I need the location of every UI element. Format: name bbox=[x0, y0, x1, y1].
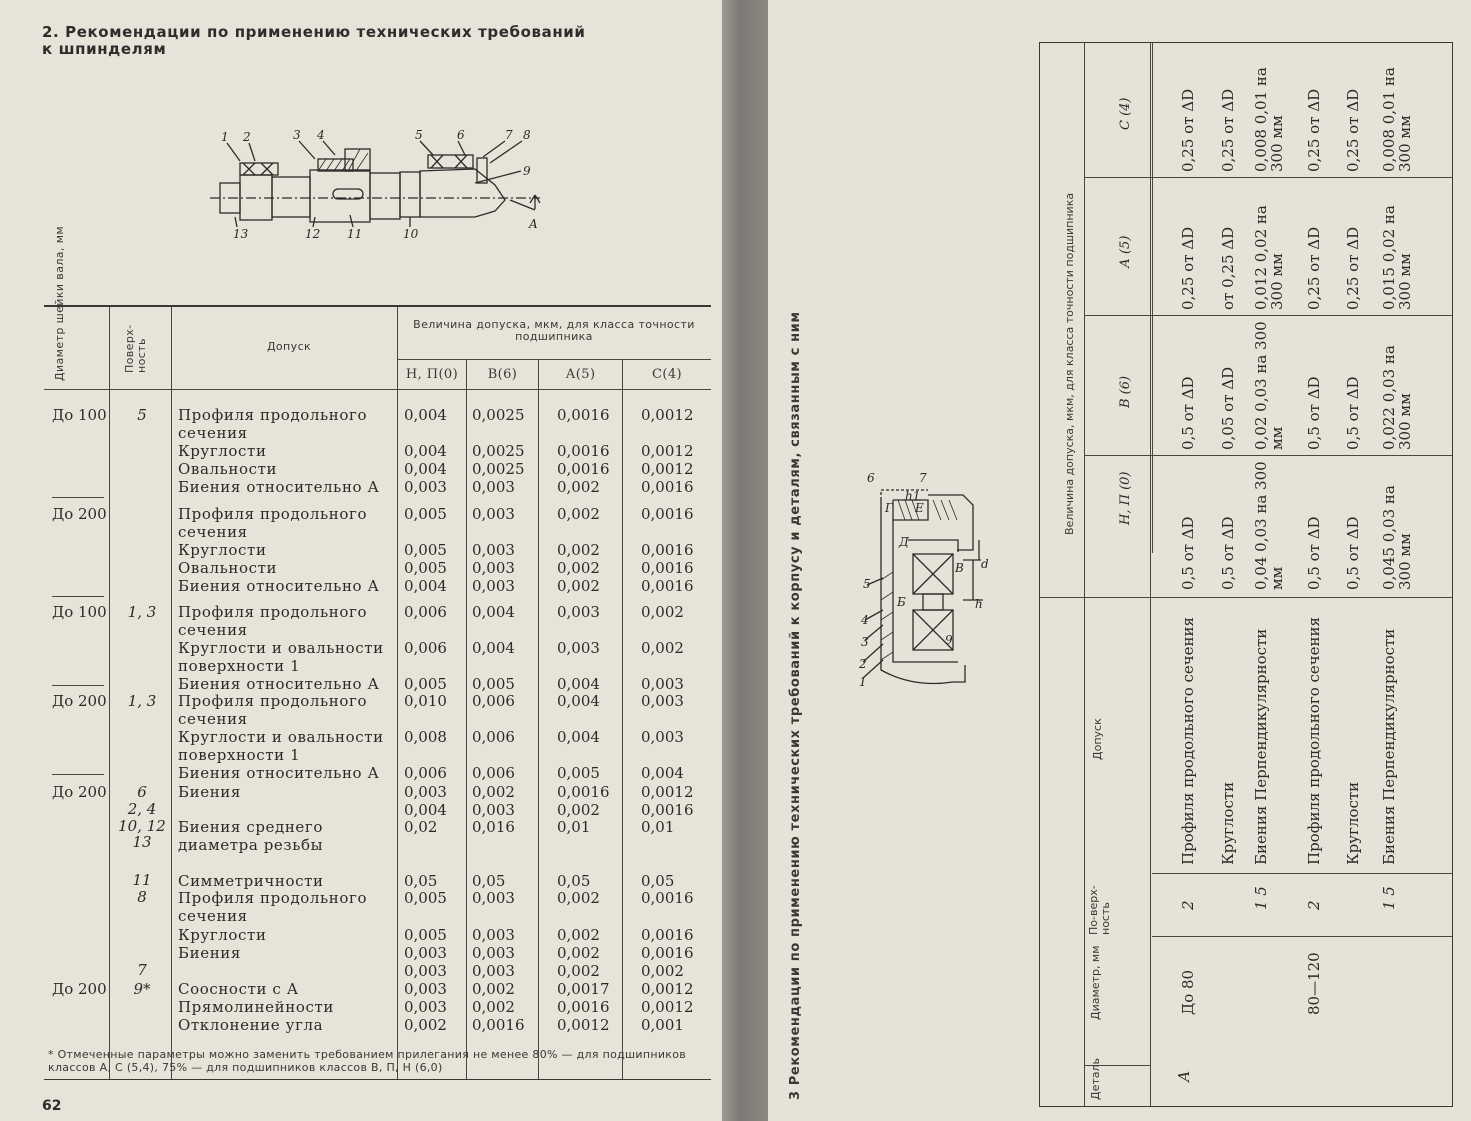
value-cell: 0,5 от ΔD bbox=[1344, 516, 1362, 590]
diameter-cell: До 200 bbox=[52, 980, 107, 998]
callout-13: 13 bbox=[233, 227, 249, 241]
surface-cell: 8 bbox=[137, 888, 147, 906]
value-cell: 0,25 от ΔD bbox=[1179, 226, 1197, 310]
value-cell: 0,005 bbox=[404, 541, 447, 559]
value-cell: 0,003 bbox=[404, 783, 447, 801]
value-cell: 0,5 от ΔD bbox=[1305, 376, 1323, 450]
value-cell: 0,05 bbox=[641, 872, 675, 890]
header-tolerance: Допуск bbox=[1091, 718, 1104, 760]
value-cell: 0,006 bbox=[472, 764, 515, 782]
value-cell: 0,0016 bbox=[557, 406, 610, 424]
tolerance-cell: Круглости bbox=[1219, 781, 1237, 865]
value-cell: 0,0016 bbox=[641, 801, 694, 819]
header-tolerance: Допуск bbox=[266, 340, 312, 353]
value-cell: 0,003 bbox=[404, 962, 447, 980]
value-cell: 0,005 bbox=[557, 764, 600, 782]
value-cell: 0,0012 bbox=[641, 998, 694, 1016]
surface-cell: 2 bbox=[1305, 900, 1323, 910]
callout-12: 12 bbox=[305, 227, 321, 241]
surface-cell: 1 5 bbox=[1252, 886, 1270, 910]
diameter-cell: 80—120 bbox=[1305, 952, 1323, 1015]
value-cell: 0,005 bbox=[404, 675, 447, 693]
header-surface: По-верх-ность bbox=[1087, 885, 1112, 935]
housing-label-d: Д bbox=[899, 535, 909, 549]
value-cell: 0,045 0,03 на 300 мм bbox=[1380, 485, 1414, 590]
value-cell: 0,004 bbox=[404, 460, 447, 478]
value-cell: 0,0025 bbox=[472, 460, 525, 478]
callout-6: 6 bbox=[457, 128, 465, 142]
surface-cell: 9* bbox=[133, 980, 151, 998]
housing-label-h1: h1 bbox=[905, 489, 921, 503]
value-cell: 0,0016 bbox=[472, 1016, 525, 1034]
tolerance-cell: Круглости и овальности поверхности 1 bbox=[178, 728, 384, 764]
value-cell: 0,003 bbox=[641, 692, 684, 710]
value-cell: 0,05 от ΔD bbox=[1219, 366, 1237, 450]
value-cell: 0,002 bbox=[557, 944, 600, 962]
datum-label: A bbox=[529, 217, 538, 231]
tolerance-cell: Круглости и овальности поверхности 1 bbox=[178, 639, 384, 675]
value-cell: от 0,25 ΔD bbox=[1219, 226, 1237, 310]
value-cell: 0,003 bbox=[472, 505, 515, 523]
value-cell: 0,010 bbox=[404, 692, 447, 710]
header-part: Деталь bbox=[1089, 1057, 1102, 1100]
value-cell: 0,002 bbox=[557, 505, 600, 523]
heading-line-2: к шпинделям bbox=[42, 40, 167, 58]
section-heading bbox=[42, 24, 662, 58]
value-cell: 0,02 0,03 на 300 мм bbox=[1252, 321, 1286, 450]
tolerance-cell: Профиля продольного сечения bbox=[1305, 616, 1323, 865]
header-value-group: Величина допуска, мкм, для класса точности подшипника bbox=[1063, 192, 1076, 535]
value-cell: 0,006 bbox=[404, 639, 447, 657]
diameter-cell: До 100 bbox=[52, 406, 107, 424]
tolerance-cell: Симметричности bbox=[178, 872, 324, 890]
value-cell: 0,003 bbox=[472, 577, 515, 595]
value-cell: 0,0012 bbox=[641, 460, 694, 478]
tolerance-cell: Профиля продольного сечения bbox=[178, 603, 368, 639]
callout-10: 10 bbox=[403, 227, 419, 241]
value-cell: 0,5 от ΔD bbox=[1219, 516, 1237, 590]
value-cell: 0,0012 bbox=[641, 980, 694, 998]
surface-cell: 5 bbox=[137, 406, 147, 424]
value-cell: 0,004 bbox=[472, 639, 515, 657]
value-cell: 0,002 bbox=[472, 783, 515, 801]
diameter-cell: До 80 bbox=[1179, 969, 1197, 1015]
header-class-a: А (5) bbox=[1118, 235, 1133, 268]
header-surface: Поверх-ность bbox=[123, 324, 148, 373]
value-cell: 0,003 bbox=[641, 728, 684, 746]
value-cell: 0,002 bbox=[557, 926, 600, 944]
value-cell: 0,004 bbox=[641, 764, 684, 782]
value-cell: 0,002 bbox=[557, 801, 600, 819]
callout-2: 2 bbox=[243, 130, 251, 144]
value-cell: 0,003 bbox=[472, 801, 515, 819]
header-class-np: Н, П(0) bbox=[405, 367, 459, 382]
value-cell: 0,25 от ΔD bbox=[1179, 88, 1197, 172]
value-cell: 0,008 0,01 на 300 мм bbox=[1380, 67, 1414, 172]
value-cell: 0,25 от ΔD bbox=[1344, 88, 1362, 172]
header-class-b: В(6) bbox=[487, 367, 518, 382]
value-cell: 0,0025 bbox=[472, 406, 525, 424]
value-cell: 0,003 bbox=[472, 478, 515, 496]
value-cell: 0,0012 bbox=[641, 406, 694, 424]
housing-callout-3: 3 bbox=[861, 635, 869, 649]
tolerance-cell: Прямолинейности bbox=[178, 998, 334, 1016]
tolerance-cell: Овальности bbox=[178, 559, 278, 577]
tolerance-cell: Профиля продольного сечения bbox=[178, 406, 368, 442]
value-cell: 0,002 bbox=[557, 577, 600, 595]
value-cell: 0,002 bbox=[641, 603, 684, 621]
value-cell: 0,005 bbox=[404, 889, 447, 907]
value-cell: 0,012 0,02 на 300 мм bbox=[1252, 205, 1286, 310]
value-cell: 0,004 bbox=[557, 692, 600, 710]
value-cell: 0,0012 bbox=[557, 1016, 610, 1034]
tolerance-cell: Биения относительно А bbox=[178, 577, 380, 595]
value-cell: 0,004 bbox=[472, 603, 515, 621]
value-cell: 0,003 bbox=[641, 675, 684, 693]
housing-callout-1: 1 bbox=[859, 675, 867, 689]
value-cell: 0,006 bbox=[472, 692, 515, 710]
value-cell: 0,003 bbox=[472, 889, 515, 907]
tolerance-cell: Профиля продольного сечения bbox=[178, 889, 368, 925]
tolerance-cell: Круглости bbox=[178, 541, 267, 559]
header-diameter: Диаметр, мм bbox=[1089, 945, 1102, 1020]
housing-callout-6: 6 bbox=[867, 471, 875, 485]
surface-cell: 2 bbox=[1179, 900, 1197, 910]
value-cell: 0,002 bbox=[472, 998, 515, 1016]
value-cell: 0,004 bbox=[404, 442, 447, 460]
tolerance-cell: Биения Перпендикулярности bbox=[1380, 628, 1398, 865]
housing-callout-7: 7 bbox=[919, 471, 927, 485]
group-divider bbox=[52, 685, 104, 686]
value-cell: 0,002 bbox=[404, 1016, 447, 1034]
tolerance-cell: Биения bbox=[178, 783, 241, 801]
value-cell: 0,006 bbox=[404, 764, 447, 782]
surface-cell: 1, 3 bbox=[127, 692, 157, 710]
value-cell: 0,022 0,03 на 300 мм bbox=[1380, 345, 1414, 450]
value-cell: 0,003 bbox=[557, 603, 600, 621]
value-cell: 0,016 bbox=[472, 818, 515, 836]
value-cell: 0,0025 bbox=[472, 442, 525, 460]
callout-5: 5 bbox=[415, 128, 423, 142]
value-cell: 0,003 bbox=[472, 962, 515, 980]
heading-line-1: 2. Рекомендации по применению технических требований bbox=[42, 23, 586, 41]
value-cell: 0,05 bbox=[472, 872, 506, 890]
group-divider bbox=[52, 774, 104, 775]
value-cell: 0,01 bbox=[557, 818, 591, 836]
value-cell: 0,008 bbox=[404, 728, 447, 746]
part-cell: А bbox=[1175, 1070, 1193, 1082]
value-cell: 0,006 bbox=[404, 603, 447, 621]
housing-label-v: В bbox=[955, 561, 964, 575]
value-cell: 0,003 bbox=[472, 559, 515, 577]
value-cell: 0,005 bbox=[404, 505, 447, 523]
left-page bbox=[0, 0, 722, 1121]
callout-4: 4 bbox=[317, 128, 325, 142]
callout-1: 1 bbox=[221, 130, 229, 144]
surface-cell: 1 5 bbox=[1380, 886, 1398, 910]
value-cell: 0,002 bbox=[641, 639, 684, 657]
value-cell: 0,005 bbox=[404, 559, 447, 577]
header-diameter: Диаметр шейки вала, мм bbox=[53, 225, 66, 381]
footnote: * Отмеченные параметры можно заменить требованием прилегания не менее 80% — для подшипников классов А, С (5,4), 75% — для подшипников классов В, П, Н (6,0) bbox=[48, 1048, 687, 1074]
value-cell: 0,0016 bbox=[557, 998, 610, 1016]
value-cell: 0,006 bbox=[472, 728, 515, 746]
value-cell: 0,005 bbox=[404, 926, 447, 944]
value-cell: 0,0012 bbox=[641, 442, 694, 460]
value-cell: 0,5 от ΔD bbox=[1344, 376, 1362, 450]
surface-cell: 7 bbox=[137, 961, 147, 979]
tolerance-cell: Биения среднего диаметра резьбы bbox=[178, 818, 324, 854]
tolerance-cell: Биения bbox=[178, 944, 241, 962]
value-cell: 0,0016 bbox=[557, 783, 610, 801]
value-cell: 0,002 bbox=[557, 889, 600, 907]
value-cell: 0,001 bbox=[641, 1016, 684, 1034]
tolerance-cell: Круглости bbox=[1344, 781, 1362, 865]
value-cell: 0,004 bbox=[404, 577, 447, 595]
value-cell: 0,25 от ΔD bbox=[1305, 88, 1323, 172]
value-cell: 0,0016 bbox=[641, 577, 694, 595]
tolerance-cell: Соосности с А bbox=[178, 980, 299, 998]
header-class-a: А(5) bbox=[565, 367, 596, 382]
value-cell: 0,0012 bbox=[641, 783, 694, 801]
tolerance-cell: Овальности bbox=[178, 460, 278, 478]
value-cell: 0,003 bbox=[472, 926, 515, 944]
value-cell: 0,002 bbox=[472, 980, 515, 998]
diameter-cell: До 100 bbox=[52, 603, 107, 621]
value-cell: 0,002 bbox=[641, 962, 684, 980]
header-class-np: Н, П (0) bbox=[1118, 471, 1133, 525]
value-cell: 0,003 bbox=[472, 541, 515, 559]
value-cell: 0,003 bbox=[557, 639, 600, 657]
callout-11: 11 bbox=[347, 227, 363, 241]
tolerance-cell: Биения относительно А bbox=[178, 764, 380, 782]
value-cell: 0,5 от ΔD bbox=[1179, 516, 1197, 590]
header-class-b: В (6) bbox=[1118, 375, 1133, 408]
tolerance-cell: Круглости bbox=[178, 442, 267, 460]
housing-label-e: Е bbox=[915, 501, 924, 515]
value-cell: 0,5 от ΔD bbox=[1179, 376, 1197, 450]
housing-callout-4: 4 bbox=[861, 613, 869, 627]
housing-callout-2: 2 bbox=[859, 657, 867, 671]
group-divider bbox=[52, 497, 104, 498]
value-cell: 0,0016 bbox=[641, 944, 694, 962]
diameter-cell: До 200 bbox=[52, 692, 107, 710]
tolerance-cell: Профиля продольного сечения bbox=[1179, 616, 1197, 865]
housing-label-h: h bbox=[975, 597, 983, 611]
value-cell: 0,25 от ΔD bbox=[1219, 88, 1237, 172]
value-cell: 0,0016 bbox=[641, 505, 694, 523]
value-cell: 0,002 bbox=[557, 962, 600, 980]
housing-callout-9: 9 bbox=[945, 633, 953, 647]
surface-cell: 2, 4 bbox=[127, 800, 157, 818]
value-cell: 0,25 от ΔD bbox=[1344, 226, 1362, 310]
value-cell: 0,003 bbox=[472, 944, 515, 962]
value-cell: 0,02 bbox=[404, 818, 438, 836]
housing-label-b: Б bbox=[897, 595, 906, 609]
value-cell: 0,004 bbox=[404, 801, 447, 819]
value-cell: 0,002 bbox=[557, 541, 600, 559]
page-number: 62 bbox=[42, 1098, 62, 1114]
surface-cell: 6 bbox=[137, 783, 147, 801]
housing-label-g: Г bbox=[885, 501, 893, 515]
tolerance-cell: Биения относительно А bbox=[178, 675, 380, 693]
callout-9: 9 bbox=[523, 164, 531, 178]
value-cell: 0,003 bbox=[404, 944, 447, 962]
table-caption: 3 Рекомендации по применению технических требований к корпусу и деталям, связанным с ним bbox=[788, 311, 803, 1100]
value-cell: 0,05 bbox=[557, 872, 591, 890]
tolerance-cell: Профиля продольного сечения bbox=[178, 692, 368, 728]
tolerance-cell: Биения относительно А bbox=[178, 478, 380, 496]
diameter-cell: До 200 bbox=[52, 783, 107, 801]
value-cell: 0,004 bbox=[557, 728, 600, 746]
housing-callout-5: 5 bbox=[863, 577, 871, 591]
header-class-c: С(4) bbox=[652, 367, 682, 382]
spindle-figure bbox=[205, 125, 555, 245]
value-cell: 0,0016 bbox=[641, 541, 694, 559]
value-cell: 0,003 bbox=[404, 478, 447, 496]
surface-cell: 1, 3 bbox=[127, 603, 157, 621]
value-cell: 0,002 bbox=[557, 559, 600, 577]
value-cell: 0,05 bbox=[404, 872, 438, 890]
value-cell: 0,01 bbox=[641, 818, 675, 836]
value-cell: 0,0016 bbox=[641, 478, 694, 496]
value-cell: 0,0017 bbox=[557, 980, 610, 998]
value-cell: 0,25 от ΔD bbox=[1305, 226, 1323, 310]
header-value-group: Величина допуска, мкм, для класса точности подшипника bbox=[413, 318, 695, 343]
callout-8: 8 bbox=[523, 128, 531, 142]
value-cell: 0,04 0,03 на 300 мм bbox=[1252, 461, 1286, 590]
callout-3: 3 bbox=[293, 128, 301, 142]
callout-7: 7 bbox=[505, 128, 513, 142]
value-cell: 0,005 bbox=[472, 675, 515, 693]
diameter-cell: До 200 bbox=[52, 505, 107, 523]
value-cell: 0,003 bbox=[404, 998, 447, 1016]
tolerance-cell: Профиля продольного сечения bbox=[178, 505, 368, 541]
header-class-c: С (4) bbox=[1118, 97, 1133, 130]
value-cell: 0,002 bbox=[557, 478, 600, 496]
value-cell: 0,0016 bbox=[641, 889, 694, 907]
value-cell: 0,0016 bbox=[641, 926, 694, 944]
tolerance-cell: Отклонение угла bbox=[178, 1016, 324, 1034]
value-cell: 0,004 bbox=[557, 675, 600, 693]
value-cell: 0,004 bbox=[404, 406, 447, 424]
value-cell: 0,015 0,02 на 300 мм bbox=[1380, 205, 1414, 310]
tolerance-cell: Круглости bbox=[178, 926, 267, 944]
housing-figure bbox=[853, 460, 1003, 700]
value-cell: 0,0016 bbox=[557, 460, 610, 478]
value-cell: 0,0016 bbox=[641, 559, 694, 577]
tolerance-cell: Биения Перпендикулярности bbox=[1252, 628, 1270, 865]
housing-label-d-small: d bbox=[981, 557, 989, 571]
value-cell: 0,5 от ΔD bbox=[1305, 516, 1323, 590]
value-cell: 0,0016 bbox=[557, 442, 610, 460]
group-divider bbox=[52, 596, 104, 597]
surface-cell: 10, 12 13 bbox=[118, 817, 166, 851]
book-gutter bbox=[722, 0, 768, 1121]
surface-cell: 11 bbox=[132, 871, 152, 889]
value-cell: 0,008 0,01 на 300 мм bbox=[1252, 67, 1286, 172]
value-cell: 0,003 bbox=[404, 980, 447, 998]
